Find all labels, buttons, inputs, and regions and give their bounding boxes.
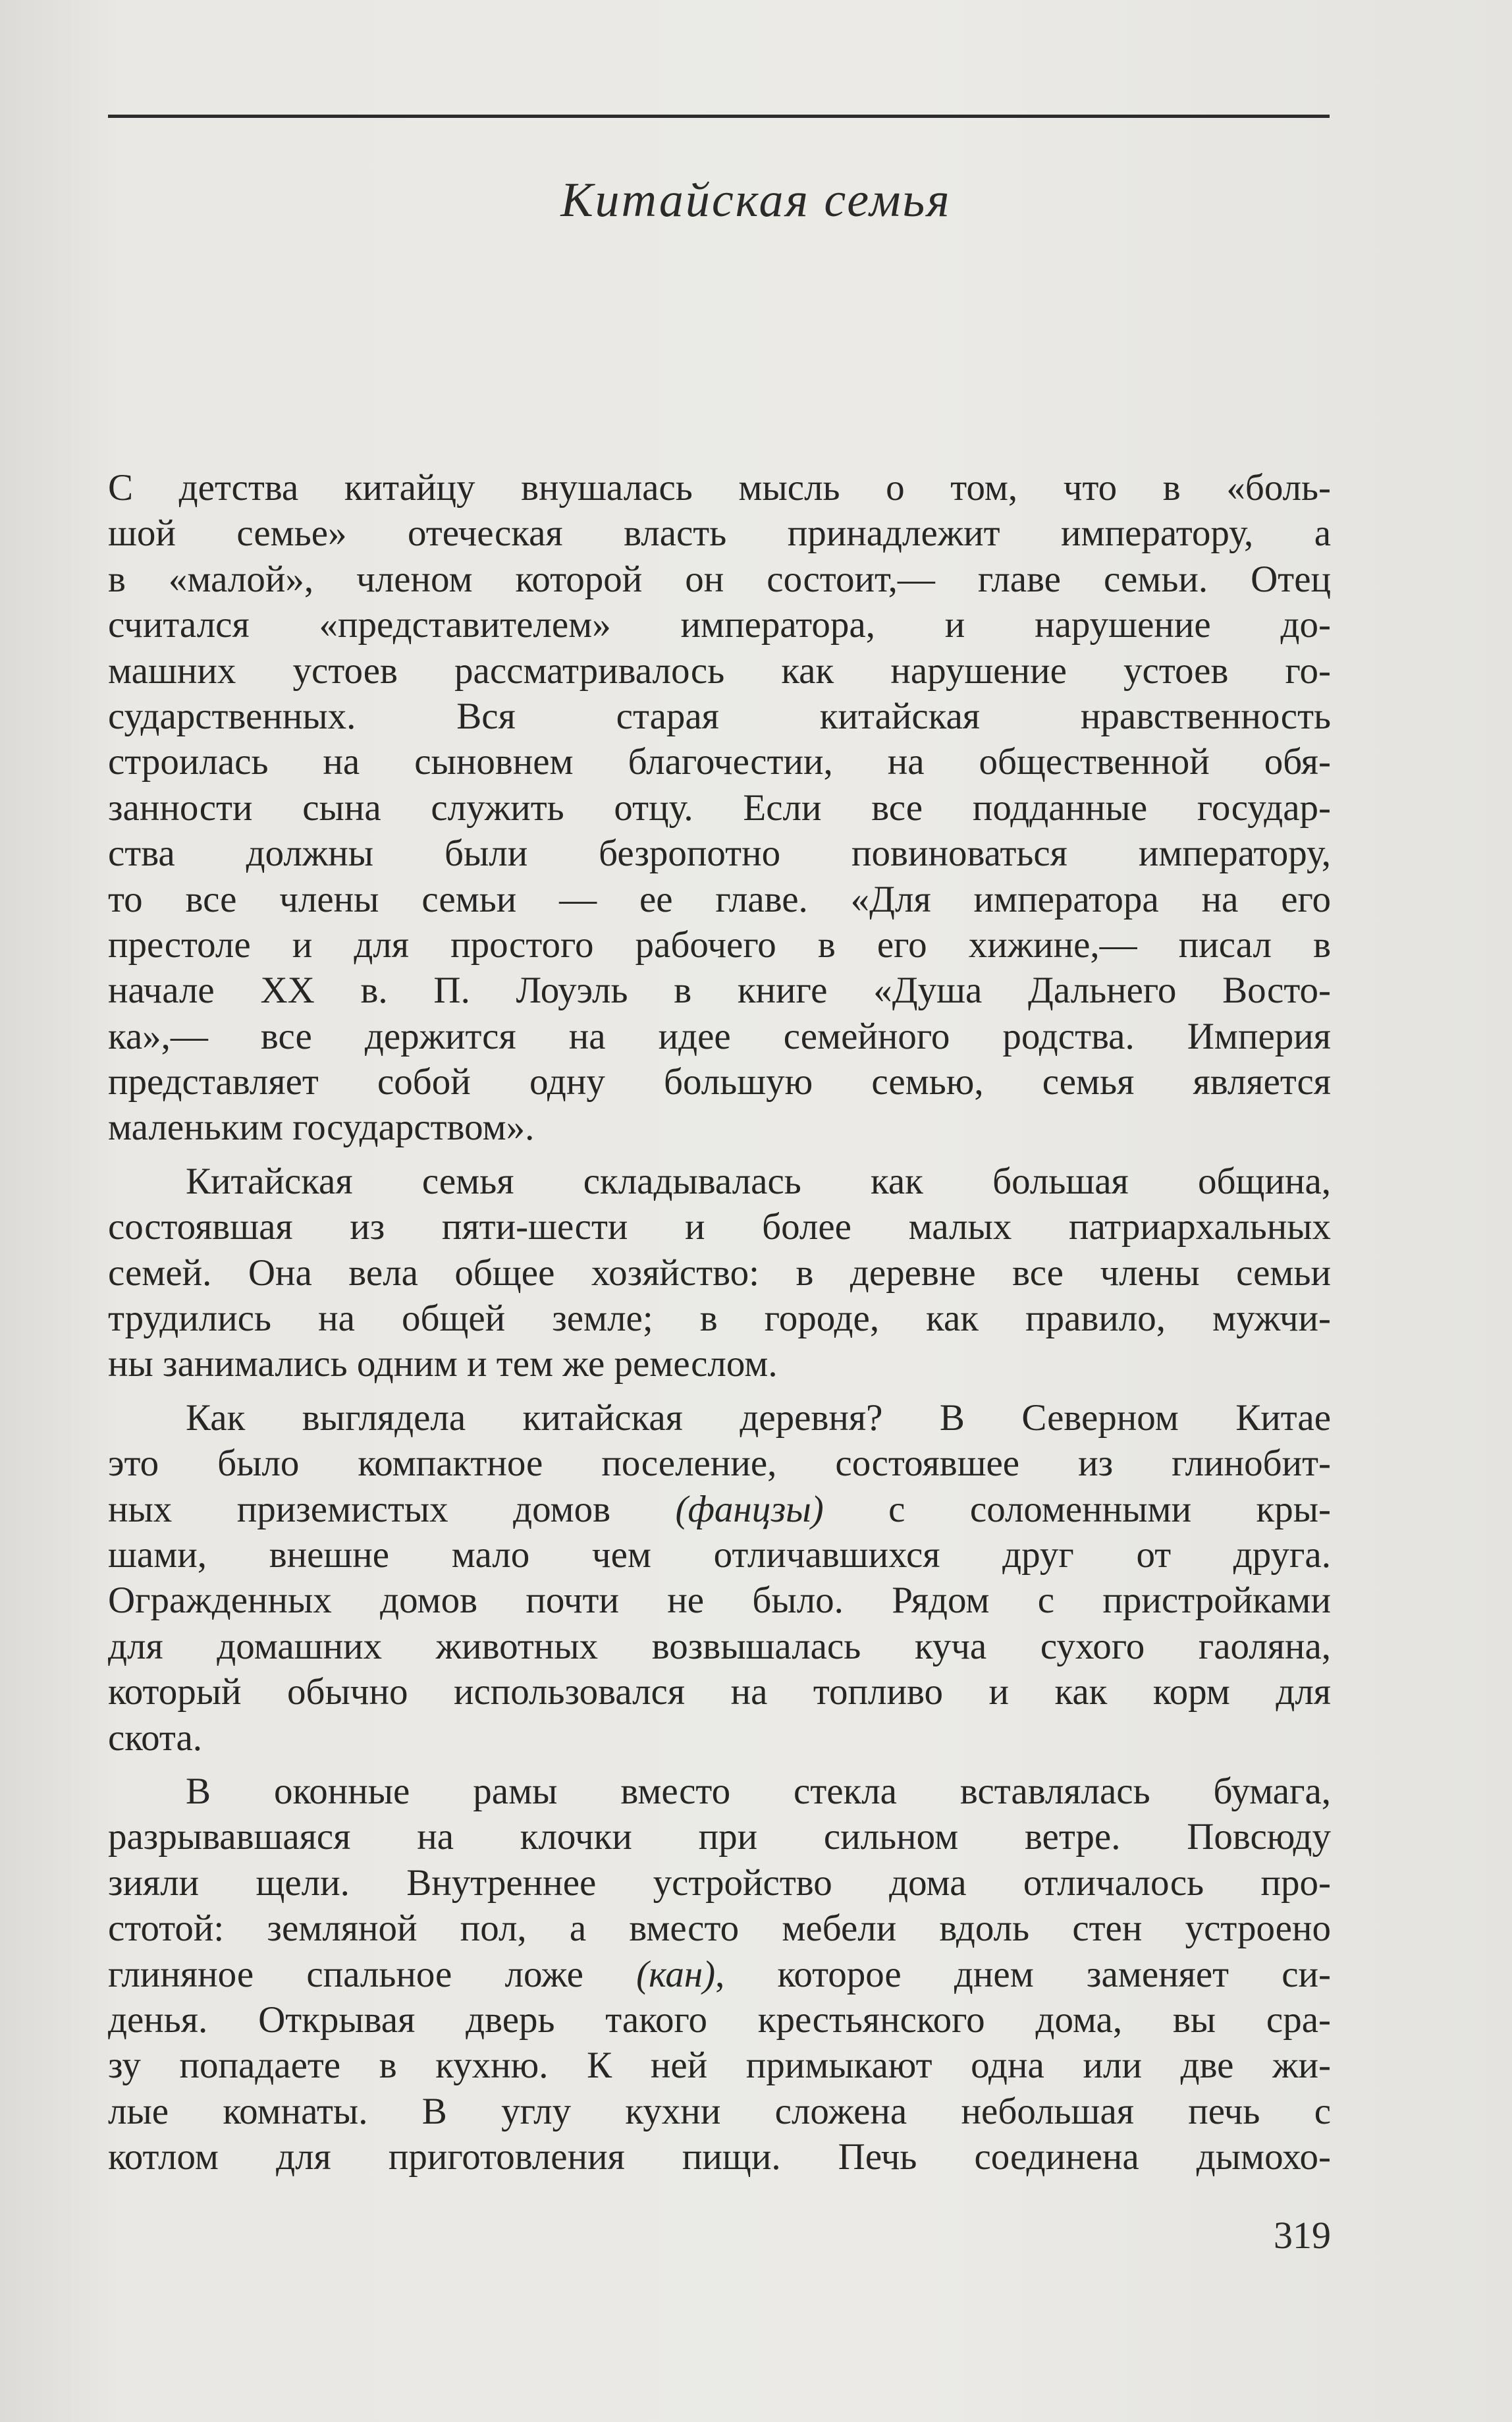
text-line <box>108 922 1331 968</box>
text-segment: с соломенными кры- <box>823 1488 1331 1530</box>
text-line <box>108 1105 1331 1150</box>
italic-term: (фанцзы) <box>675 1488 824 1530</box>
text-line <box>108 694 1331 739</box>
text-line <box>108 785 1331 831</box>
text-segment: разрывавшаяся на клочки при сильном ветре. Повсюду <box>108 1816 1331 1858</box>
text-line <box>108 2043 1331 2088</box>
text-segment: В оконные рамы вместо стекла вставлялась бумага, <box>186 1770 1331 1812</box>
text-line <box>108 1624 1331 1669</box>
text-segment: скота. <box>108 1717 203 1759</box>
text-segment: престоле и для простого рабочего в его хижине,— писал в <box>108 923 1331 966</box>
text-segment: Огражденных домов почти не было. Рядом с пристройками <box>108 1580 1331 1622</box>
text-segment: семей. Она вела общее хозяйство: в деревне все члены семьи <box>108 1252 1331 1294</box>
text-segment: трудились на общей земле; в городе, как правило, мужчи- <box>108 1298 1331 1340</box>
text-line <box>108 968 1331 1013</box>
text-segment: стотой: земляной пол, а вместо мебели вдоль стен устроено <box>108 1908 1331 1950</box>
text-segment: для домашних животных возвышалась куча сухого гаоляна, <box>108 1625 1331 1667</box>
text-line <box>108 1532 1331 1578</box>
text-line <box>108 1906 1331 1951</box>
text-line <box>108 1997 1331 2043</box>
text-line <box>108 1715 1331 1761</box>
text-line <box>108 602 1331 647</box>
text-line <box>108 1814 1331 1859</box>
text-line <box>108 877 1331 922</box>
text-segment: денья. Открывая дверь такого крестьянского дома, вы сра- <box>108 1998 1331 2041</box>
text-segment: котлом для приготовления пищи. Печь соединена дымохо- <box>108 2136 1331 2178</box>
text-line <box>108 739 1331 784</box>
header-rule <box>108 115 1330 118</box>
text-segment: Как выглядела китайская деревня? В Северном Китае <box>186 1396 1331 1439</box>
text-line <box>108 1669 1331 1715</box>
text-segment: Китайская семья складывалась как большая община, <box>186 1160 1331 1202</box>
text-line <box>108 1952 1331 1997</box>
text-line <box>108 1769 1331 1814</box>
text-line <box>108 1441 1331 1486</box>
paragraph <box>108 1159 1331 1387</box>
text-line <box>108 2134 1331 2180</box>
text-segment: представляет собой одну большую семью, семья является <box>108 1061 1331 1103</box>
text-segment: то все члены семьи — ее главе. «Для императора на его <box>108 878 1331 920</box>
text-segment: это было компактное поселение, состоявшее из глинобит- <box>108 1443 1331 1485</box>
text-segment: ных приземистых домов <box>108 1488 676 1530</box>
text-line <box>108 648 1331 694</box>
text-segment: шой семье» отеческая власть принадлежит императору, а <box>108 512 1331 555</box>
text-segment: зу попадаете в кухню. К ней примыкают одна или две жи- <box>108 2045 1331 2087</box>
text-segment: начале XX в. П. Лоуэль в книге «Душа Дальнего Восто- <box>108 970 1331 1012</box>
text-segment: зияли щели. Внутреннее устройство дома отличалось про- <box>108 1861 1331 1904</box>
text-segment: , которое днем заменяет си- <box>715 1953 1331 1995</box>
page-number: 319 <box>1274 2214 1331 2257</box>
text-line <box>108 1296 1331 1341</box>
text-segment: в «малой», членом которой он состоит,— главе семьи. Отец <box>108 558 1331 600</box>
text-line <box>108 1578 1331 1623</box>
text-segment: сударственных. Вся старая китайская нравственность <box>108 695 1331 737</box>
text-segment: занности сына служить отцу. Если все подданные государ- <box>108 786 1331 829</box>
text-segment: считался «представителем» императора, и нарушение до- <box>108 604 1331 646</box>
text-segment: маленьким государством». <box>108 1107 535 1149</box>
text-line <box>108 1395 1331 1441</box>
text-segment: глиняное спальное ложе <box>108 1953 637 1995</box>
text-line <box>108 465 1331 510</box>
text-segment: ны занимались одним и тем же ремеслом. <box>108 1343 778 1385</box>
text-segment: который обычно использовался на топливо и как корм для <box>108 1671 1331 1713</box>
text-line <box>108 1159 1331 1204</box>
text-segment: лые комнаты. В углу кухни сложена небольшая печь с <box>108 2090 1331 2132</box>
text-line <box>108 1204 1331 1250</box>
text-line <box>108 510 1331 556</box>
text-segment: С детства китайцу внушалась мысль о том, что в «боль- <box>108 467 1331 509</box>
text-line <box>108 557 1331 602</box>
text-line <box>108 1014 1331 1059</box>
text-line <box>108 1059 1331 1105</box>
text-line <box>108 1250 1331 1296</box>
text-line <box>108 1487 1331 1532</box>
text-segment: шами, внешне мало чем отличавшихся друг от друга. <box>108 1533 1331 1576</box>
text-segment: ства должны были безропотно повиноваться императору, <box>108 833 1331 875</box>
paragraph <box>108 1769 1331 2180</box>
text-segment: ка»,— все держится на идее семейного родства. Империя <box>108 1015 1331 1057</box>
text-line <box>108 2089 1331 2134</box>
text-segment: машних устоев рассматривалось как нарушение устоев го- <box>108 649 1331 692</box>
chapter-title: Китайская семья <box>560 173 952 227</box>
text-segment: состоявшая из пяти-шести и более малых патриархальных <box>108 1206 1331 1248</box>
paragraph <box>108 1395 1331 1761</box>
body-text <box>108 465 1331 2180</box>
italic-term: (кан) <box>636 1953 716 1995</box>
text-line <box>108 831 1331 876</box>
text-line <box>108 1860 1331 1906</box>
text-line <box>108 1341 1331 1387</box>
text-segment: строилась на сыновнем благочестии, на общественной обя- <box>108 741 1331 783</box>
paragraph <box>108 465 1331 1151</box>
